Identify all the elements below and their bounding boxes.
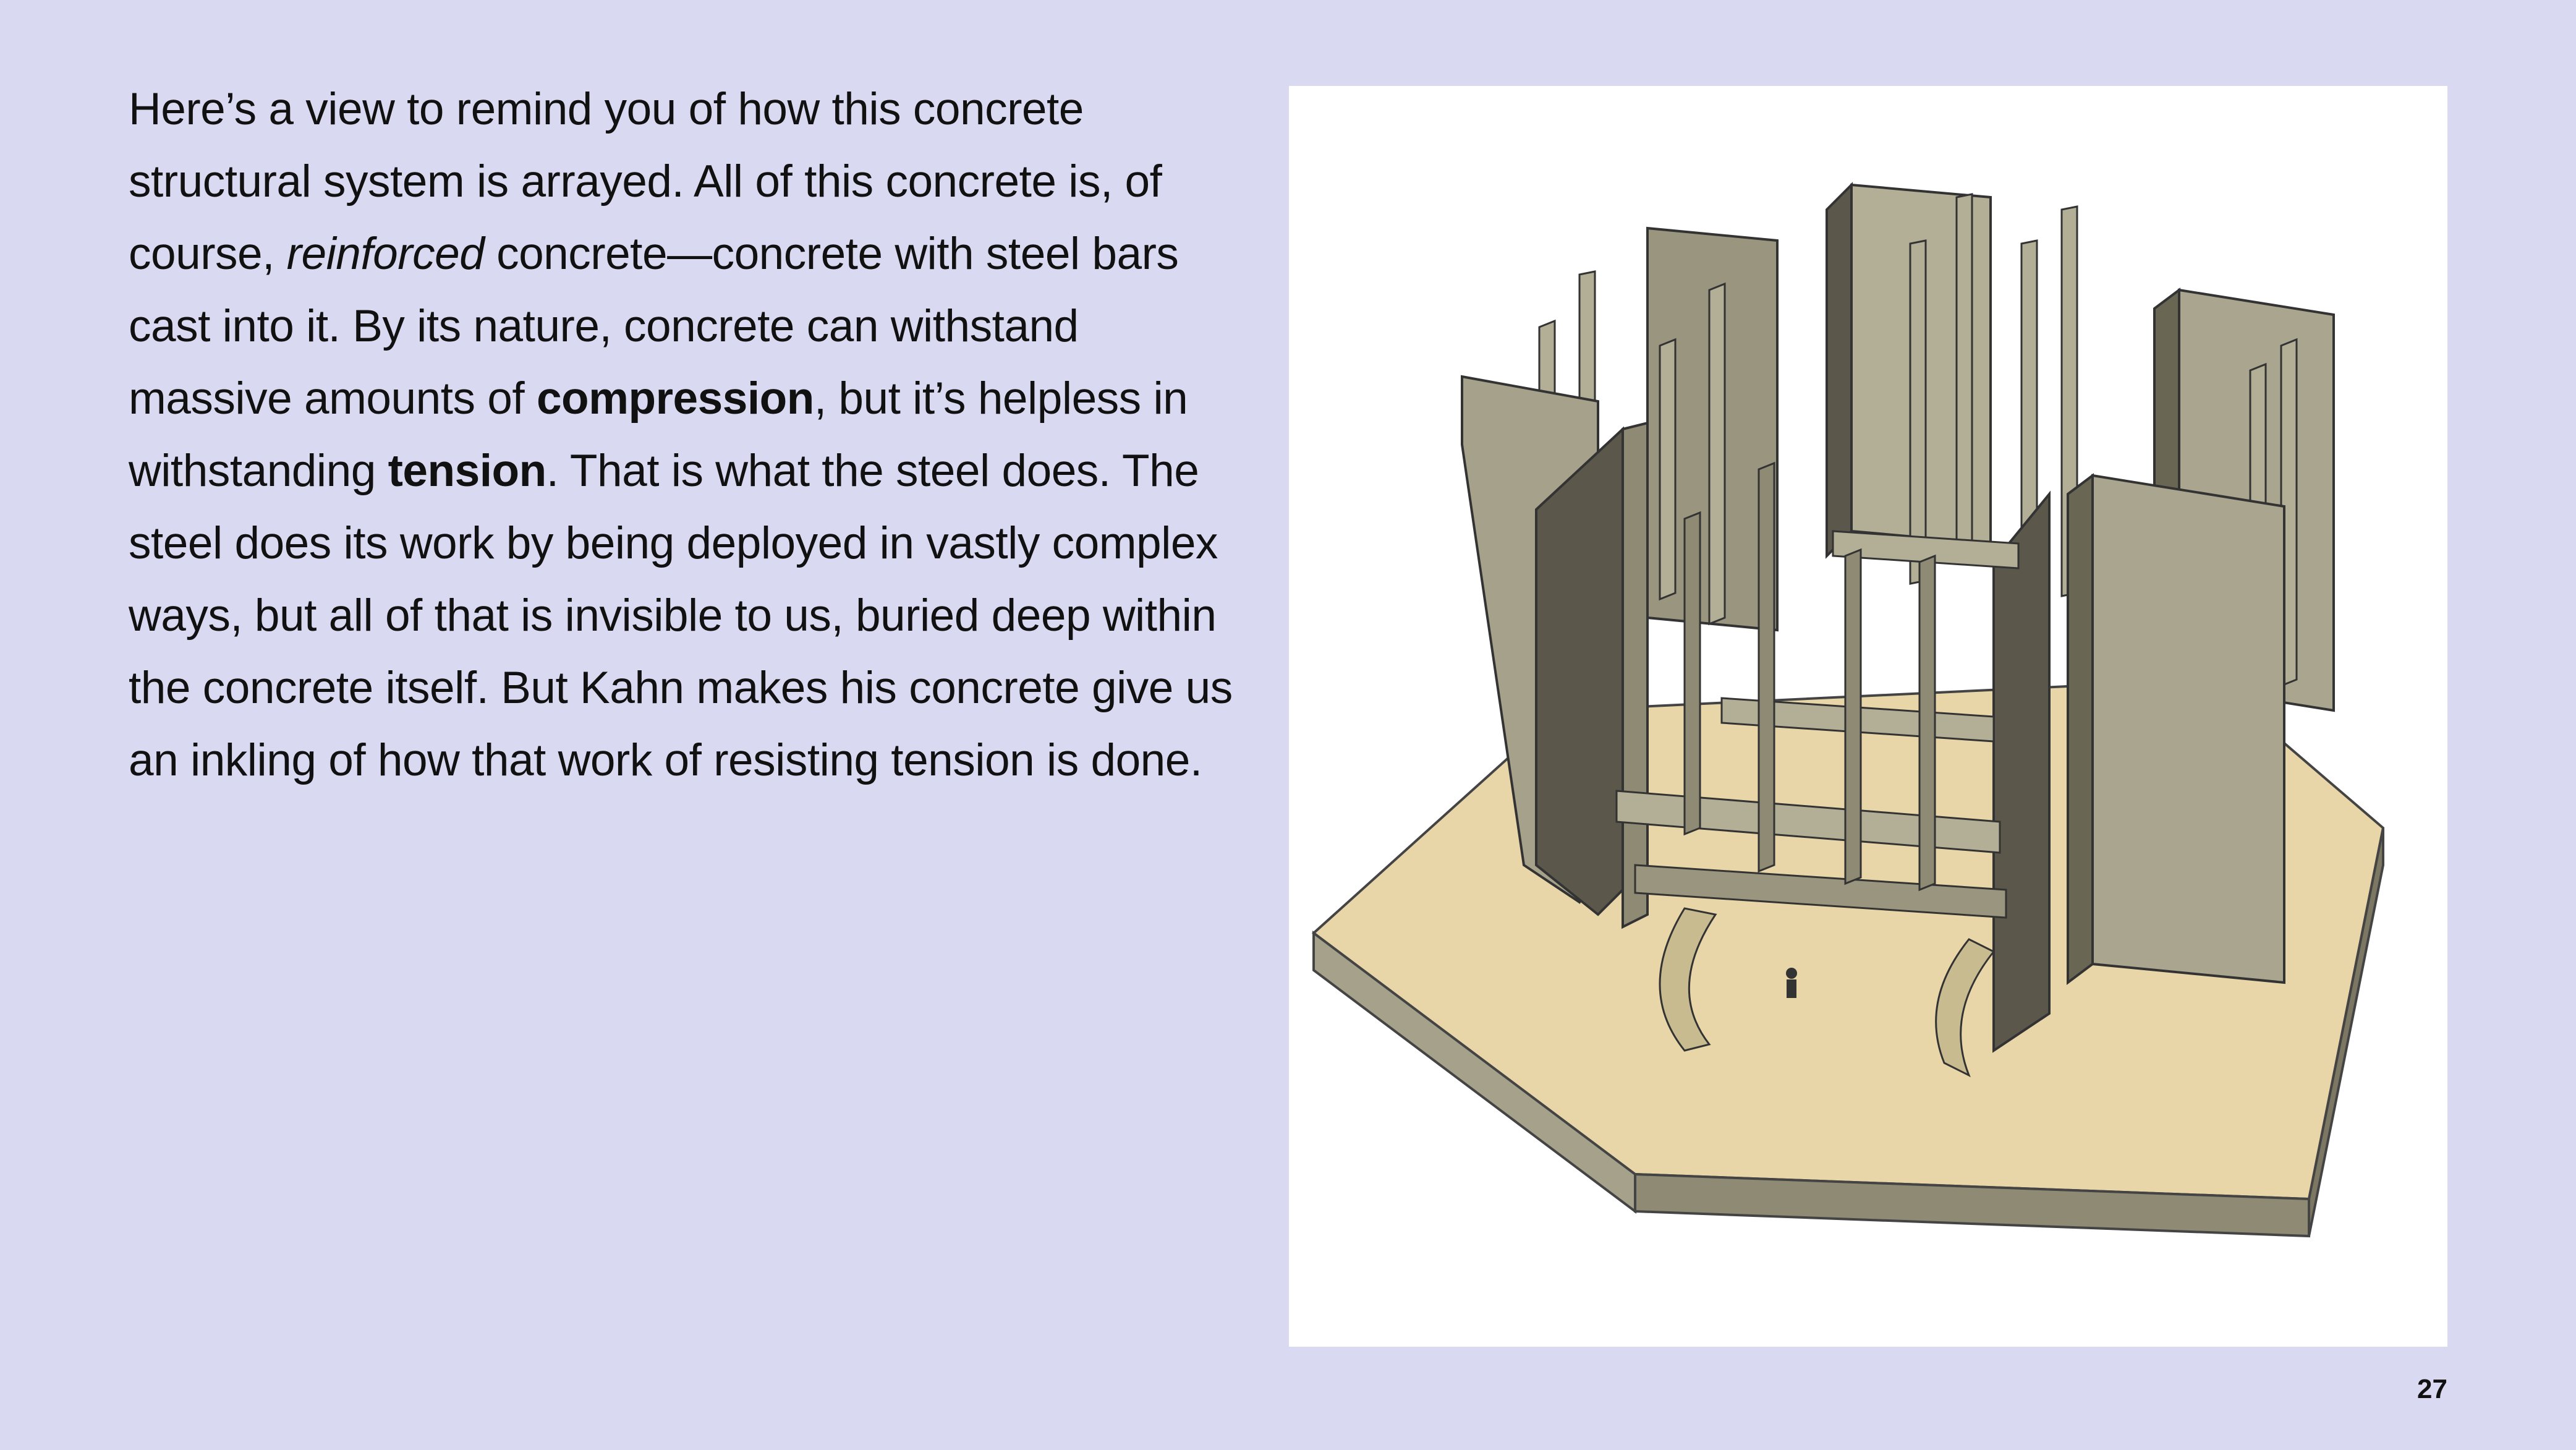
front-right-wall-edge — [2068, 476, 2093, 983]
front-left-wall-edge — [1536, 429, 1623, 915]
text-helpless: , but it’s helpless in withstanding — [129, 373, 1188, 496]
text-concrete-nature: concrete—concrete with steel bars cast into it. By its nature, concrete can withstand massive amounts of — [129, 229, 1179, 424]
concrete-structure-illustration — [1289, 86, 2447, 1347]
text-reinforced: reinforced — [286, 229, 485, 279]
center-right-wall — [1994, 494, 2049, 1051]
figure-panel — [1289, 86, 2447, 1347]
front-left-wall-panel — [1623, 423, 1647, 927]
body-paragraph — [129, 73, 1241, 796]
text-intro: Here’s a view to remind you of how this concrete structural system is arrayed. All of this concrete is, of course, — [129, 84, 1162, 279]
text-tension: tension — [388, 446, 546, 496]
person-figure — [1786, 968, 1797, 998]
front-right-wall-face — [2093, 476, 2284, 983]
text-steel-work: . That is what the steel does. The steel does its work by being deployed in vastly complex ways, but all of that is invisible to us, buried deep within the concrete itself. But Kahn makes his concrete give us an inkling of how that work of resisting tension is done. — [129, 446, 1233, 785]
text-compression: compression — [536, 373, 814, 424]
page-number: 27 — [2417, 1374, 2447, 1404]
back-wall-center — [1827, 185, 1851, 556]
